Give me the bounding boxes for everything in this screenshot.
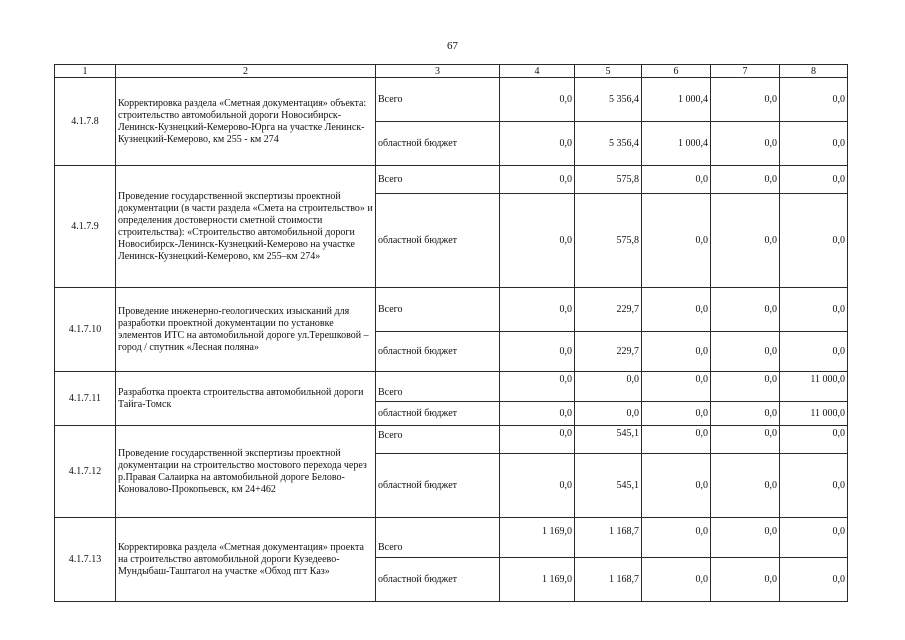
value-cell: 1 000,4 xyxy=(642,122,711,166)
value-cell: 0,0 xyxy=(575,402,642,426)
value-cell: 0,0 xyxy=(711,402,780,426)
funding-source: Всего xyxy=(376,166,500,194)
item-code: 4.1.7.11 xyxy=(55,372,116,426)
value-cell: 0,0 xyxy=(711,426,780,454)
value-cell: 1 168,7 xyxy=(575,518,642,558)
funding-source: областной бюджет xyxy=(376,558,500,602)
item-description: Разработка проекта строительства автомобильной дороги Тайга-Томск xyxy=(116,372,376,426)
item-description: Проведение государственной экспертизы проектной документации (в части раздела «Смета на строительство» и определения достоверности сметной стоимости строительства): «Строительство автомобильной дороги Новосибирск-Ленинск-Кузнецкий-Кемерово на участке Ленинск-Кузнецкий-Кемерово, км 255–км 274» xyxy=(116,166,376,288)
value-cell: 1 000,4 xyxy=(642,78,711,122)
value-cell: 0,0 xyxy=(500,426,575,454)
value-cell: 229,7 xyxy=(575,288,642,332)
value-cell: 0,0 xyxy=(642,518,711,558)
value-cell: 0,0 xyxy=(711,194,780,288)
budget-table xyxy=(54,64,848,602)
item-code: 4.1.7.10 xyxy=(55,288,116,372)
funding-source: Всего xyxy=(376,426,500,454)
value-cell: 0,0 xyxy=(500,402,575,426)
value-cell: 0,0 xyxy=(711,332,780,372)
item-code: 4.1.7.12 xyxy=(55,426,116,518)
value-cell: 0,0 xyxy=(711,372,780,402)
value-cell: 0,0 xyxy=(500,454,575,518)
funding-source: Всего xyxy=(376,78,500,122)
column-number-header-row xyxy=(55,65,848,78)
column-header: 8 xyxy=(780,65,848,78)
value-cell: 0,0 xyxy=(780,288,848,332)
value-cell: 0,0 xyxy=(780,78,848,122)
value-cell: 0,0 xyxy=(642,454,711,518)
column-header: 2 xyxy=(116,65,376,78)
value-cell: 0,0 xyxy=(642,288,711,332)
funding-source: Всего xyxy=(376,518,500,558)
value-cell: 0,0 xyxy=(711,558,780,602)
value-cell: 0,0 xyxy=(500,332,575,372)
value-cell: 0,0 xyxy=(500,122,575,166)
value-cell: 575,8 xyxy=(575,194,642,288)
table-row xyxy=(55,518,848,558)
value-cell: 0,0 xyxy=(711,166,780,194)
item-description: Проведение государственной экспертизы проектной документации на строительство мостового перехода через р.Правая Салаирка на автомобильной дороге Белово-Коновалово-Прокопьевск, км 24+462 xyxy=(116,426,376,518)
value-cell: 545,1 xyxy=(575,454,642,518)
table-row xyxy=(55,166,848,194)
table-row xyxy=(55,426,848,454)
value-cell: 0,0 xyxy=(711,78,780,122)
funding-source: Всего xyxy=(376,372,500,402)
value-cell: 0,0 xyxy=(642,558,711,602)
value-cell: 0,0 xyxy=(642,332,711,372)
value-cell: 0,0 xyxy=(500,166,575,194)
column-header: 5 xyxy=(575,65,642,78)
column-header: 3 xyxy=(376,65,500,78)
value-cell: 0,0 xyxy=(500,372,575,402)
value-cell: 1 169,0 xyxy=(500,518,575,558)
value-cell: 11 000,0 xyxy=(780,372,848,402)
table-row xyxy=(55,78,848,122)
funding-source: областной бюджет xyxy=(376,332,500,372)
value-cell: 0,0 xyxy=(711,122,780,166)
value-cell: 0,0 xyxy=(642,194,711,288)
value-cell: 1 169,0 xyxy=(500,558,575,602)
value-cell: 1 168,7 xyxy=(575,558,642,602)
item-code: 4.1.7.13 xyxy=(55,518,116,602)
value-cell: 0,0 xyxy=(780,166,848,194)
value-cell: 0,0 xyxy=(642,426,711,454)
value-cell: 0,0 xyxy=(780,332,848,372)
value-cell: 0,0 xyxy=(500,78,575,122)
item-description: Корректировка раздела «Сметная документация» объекта: строительство автомобильной дороги Новосибирск-Ленинск-Кузнецкий-Кемерово-Юрга на участке Ленинск-Кузнецкий-Кемерово, км 255 - км 274 xyxy=(116,78,376,166)
value-cell: 11 000,0 xyxy=(780,402,848,426)
value-cell: 575,8 xyxy=(575,166,642,194)
item-code: 4.1.7.8 xyxy=(55,78,116,166)
table-row xyxy=(55,372,848,402)
column-header: 4 xyxy=(500,65,575,78)
value-cell: 0,0 xyxy=(780,426,848,454)
item-description: Проведение инженерно-геологических изысканий для разработки проектной документации по установке элементов ИТС на автомобильной дороге ул.Терешковой – город / спутник «Лесная поляна» xyxy=(116,288,376,372)
page-number: 67 xyxy=(447,40,458,52)
value-cell: 0,0 xyxy=(780,454,848,518)
value-cell: 5 356,4 xyxy=(575,78,642,122)
value-cell: 0,0 xyxy=(575,372,642,402)
value-cell: 0,0 xyxy=(780,122,848,166)
value-cell: 0,0 xyxy=(780,518,848,558)
value-cell: 0,0 xyxy=(780,194,848,288)
funding-source: областной бюджет xyxy=(376,402,500,426)
value-cell: 229,7 xyxy=(575,332,642,372)
value-cell: 0,0 xyxy=(780,558,848,602)
item-description: Корректировка раздела «Сметная документация» проекта на строительство автомобильной дороги Кузедеево-Мундыбаш-Таштагол на участке «Обход пгт Каз» xyxy=(116,518,376,602)
value-cell: 0,0 xyxy=(711,454,780,518)
funding-source: областной бюджет xyxy=(376,194,500,288)
funding-source: областной бюджет xyxy=(376,122,500,166)
value-cell: 0,0 xyxy=(500,194,575,288)
item-code: 4.1.7.9 xyxy=(55,166,116,288)
funding-source: Всего xyxy=(376,288,500,332)
value-cell: 0,0 xyxy=(642,402,711,426)
funding-source: областной бюджет xyxy=(376,454,500,518)
value-cell: 0,0 xyxy=(642,166,711,194)
column-header: 7 xyxy=(711,65,780,78)
value-cell: 5 356,4 xyxy=(575,122,642,166)
table-row xyxy=(55,288,848,332)
value-cell: 0,0 xyxy=(711,288,780,332)
value-cell: 545,1 xyxy=(575,426,642,454)
value-cell: 0,0 xyxy=(642,372,711,402)
value-cell: 0,0 xyxy=(500,288,575,332)
column-header: 1 xyxy=(55,65,116,78)
column-header: 6 xyxy=(642,65,711,78)
value-cell: 0,0 xyxy=(711,518,780,558)
